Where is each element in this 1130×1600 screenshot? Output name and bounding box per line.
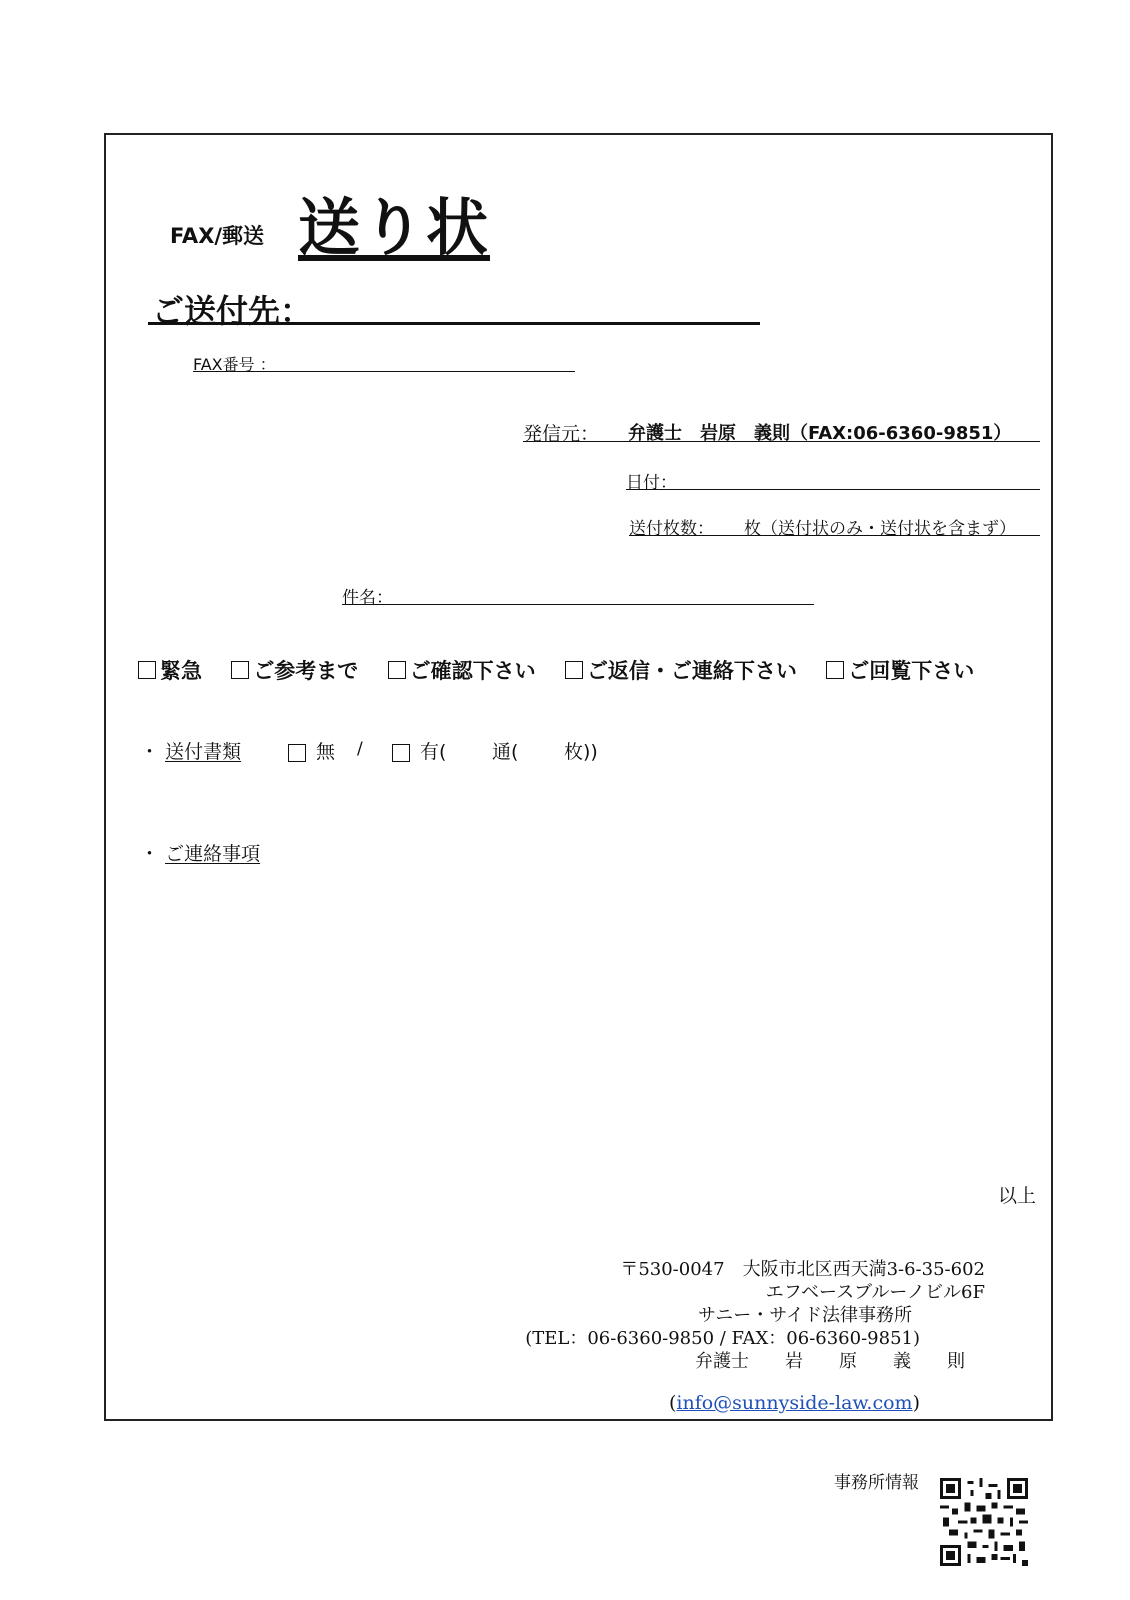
footer-address-2: エフベースブルーノビル6F [765, 1282, 985, 1303]
footer-email-row [669, 1392, 920, 1414]
documents-label: 送付書類 [165, 741, 242, 763]
documents-separator: / [357, 739, 363, 759]
sender-name: 弁護士 岩原 義則（FAX:06-6360-9851） [628, 423, 1012, 444]
notes-label: ご連絡事項 [165, 843, 261, 865]
recipient-underline [148, 322, 760, 325]
checkbox-icon[interactable] [565, 661, 583, 679]
checkbox-label: 緊急 [160, 659, 202, 683]
documents-bullet: ・ [140, 741, 160, 763]
subject-underline [342, 604, 814, 605]
documents-mai-label: 枚)) [564, 741, 598, 763]
checkbox-icon[interactable] [138, 661, 156, 679]
date-underline [626, 489, 1040, 490]
documents-row [140, 737, 241, 764]
checkbox-circulate[interactable] [826, 655, 974, 685]
checkbox-icon[interactable] [826, 661, 844, 679]
page-title: 送り状 [298, 191, 491, 264]
notes-bullet: ・ [140, 843, 160, 865]
documents-none-option[interactable] [288, 737, 335, 764]
documents-none-label: 無 [316, 741, 336, 763]
footer-contact: (TEL：06-6360-9850 / FAX：06-6360-9851) [525, 1328, 920, 1349]
checkbox-icon[interactable] [388, 661, 406, 679]
fax-number-underline [193, 371, 575, 372]
checkbox-urgent[interactable] [138, 655, 202, 685]
pages-text: 枚（送付状のみ・送付状を含まず） [744, 519, 1016, 539]
footer-lawyer: 弁護士 岩 原 義 則 [695, 1351, 965, 1372]
pages-underline [629, 535, 1040, 536]
sender-label: 発信元： [523, 423, 600, 445]
checkbox-label: ご参考まで [253, 659, 359, 683]
office-info-label: 事務所情報 [834, 1473, 919, 1493]
closing-text: 以上 [998, 1185, 1037, 1207]
checkbox-label: ご確認下さい [409, 659, 536, 683]
documents-yes-label: 有( [420, 741, 447, 763]
checkbox-row [138, 655, 974, 685]
subject-label: 件名： [342, 588, 393, 608]
checkbox-reply[interactable] [565, 655, 797, 685]
checkbox-label: ご返信・ご連絡下さい [586, 659, 797, 683]
pages-label: 送付枚数： [629, 519, 714, 539]
checkbox-icon[interactable] [392, 744, 410, 762]
documents-yes-option[interactable] [392, 737, 446, 764]
checkbox-icon[interactable] [288, 744, 306, 762]
checkbox-reference[interactable] [231, 655, 358, 685]
notes-row [140, 839, 260, 866]
fax-number-label: FAX番号 ： [193, 355, 276, 374]
checkbox-confirm[interactable] [388, 655, 536, 685]
checkbox-label: ご回覧下さい [848, 659, 975, 683]
checkbox-icon[interactable] [231, 661, 249, 679]
email-link[interactable]: info@sunnyside-law.com [676, 1392, 913, 1414]
documents-tsu-label: 通( [492, 741, 519, 763]
header-subtitle: FAX/郵送 [170, 224, 265, 248]
footer-office-name: サニー・サイド法律事務所 [697, 1305, 912, 1326]
footer-address-1: 〒530-0047 大阪市北区西天満3-6-35-602 [620, 1259, 985, 1280]
sender-underline [523, 441, 1040, 442]
qr-code-icon[interactable] [940, 1478, 1028, 1566]
recipient-label: ご送付先： [152, 292, 313, 330]
date-label: 日付： [626, 473, 677, 493]
email-open-paren: ( [668, 1392, 677, 1414]
email-close-paren: ) [912, 1392, 920, 1414]
